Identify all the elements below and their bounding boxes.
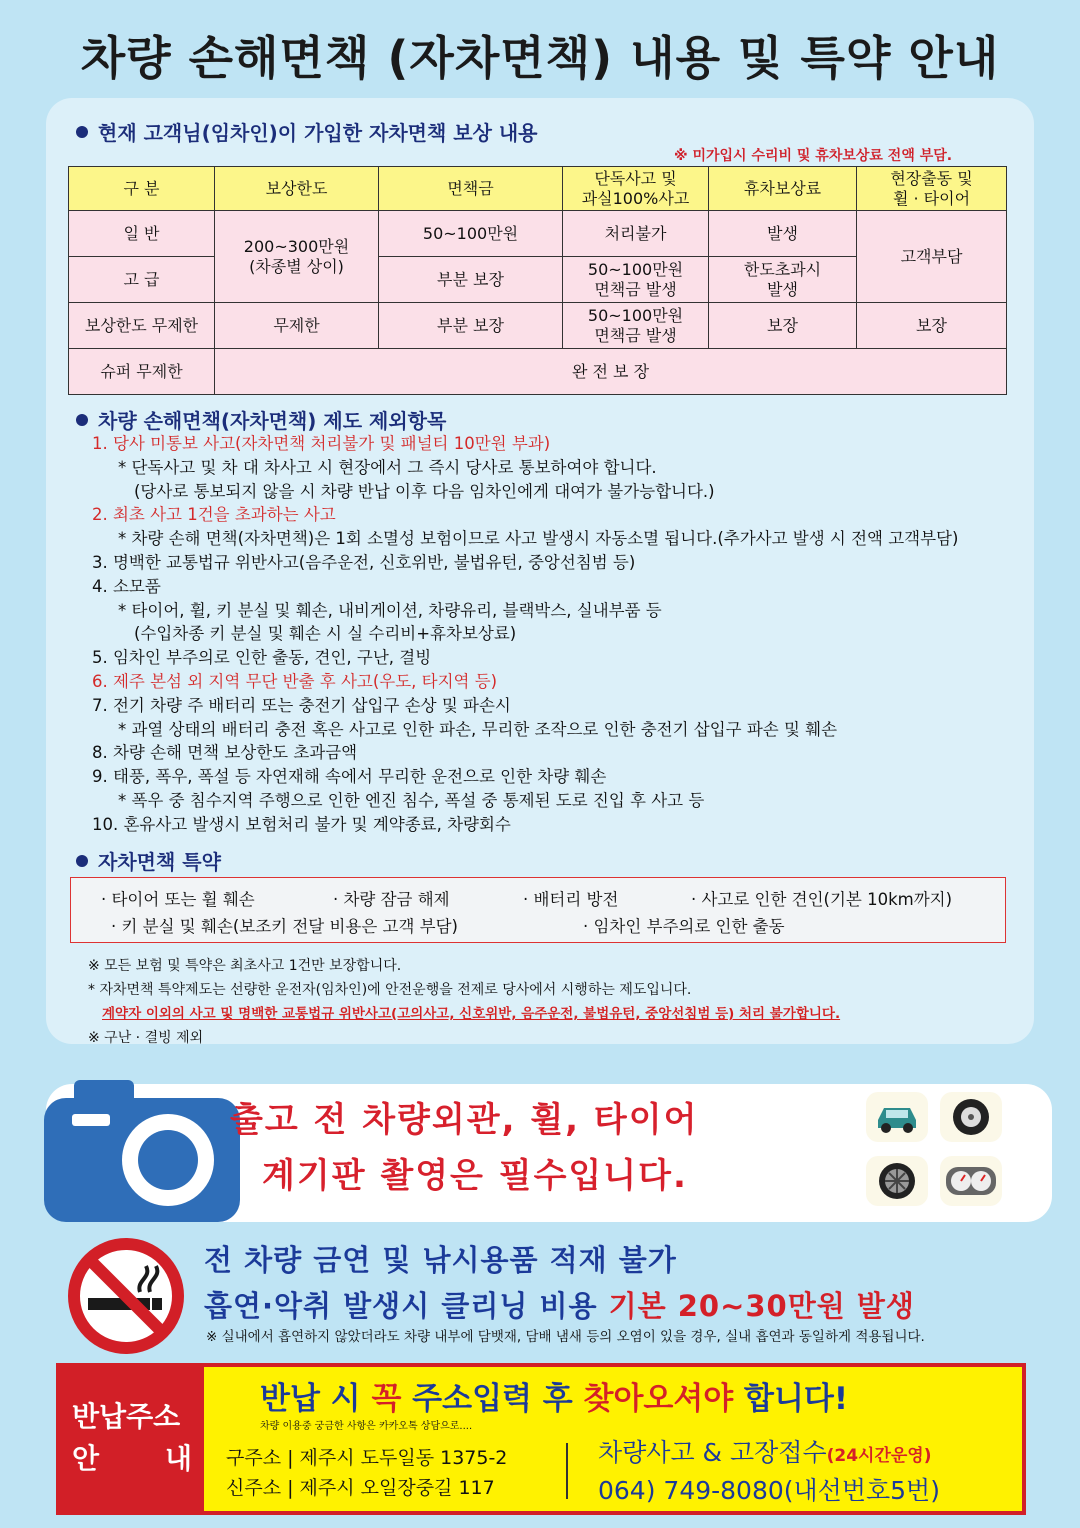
header-category: 구 분 <box>69 167 215 211</box>
smoking-note: ※ 실내에서 흡연하지 않았더라도 차량 내부에 담뱃재, 담배 냄새 등의 오염이 있을 경우, 실내 흡연과 동일하게 적용됩니다. <box>206 1329 925 1345</box>
footnote: * 자차면책 특약제도는 선량한 운전자(임차인)에 안전운행을 전제로 당사에서 시행하는 제도입니다. <box>88 982 692 998</box>
footnote-warning: 계약자 이외의 사고 및 명백한 교통법규 위반사고(고의사고, 신호위반, 음주운전, 불법유턴, 중앙선침범 등) 처리 불가합니다. <box>102 1006 841 1022</box>
table-row <box>69 349 1007 395</box>
list-item: (수입차종 키 분실 및 훼손 시 실 수리비+휴차보상료) <box>134 624 517 644</box>
list-item: 2. 최초 사고 1건을 초과하는 사고 <box>92 505 336 525</box>
bullet-icon <box>76 126 88 138</box>
exclusions-heading: 차량 손해면책(자차면책) 제도 제외항목 <box>76 405 446 434</box>
list-item: * 단독사고 및 차 대 차사고 시 현장에서 그 즉시 당사로 통보하여야 합니다. <box>118 457 657 477</box>
header-dispatch: 현장출동 및 휠 · 타이어 <box>857 167 1007 211</box>
special-terms-box <box>70 877 1006 943</box>
list-item: * 차량 손해 면책(자차면책)은 1회 소멸성 보험이므로 사고 발생시 자동소멸 됩니다.(추가사고 발생 시 전액 고객부담) <box>118 529 959 549</box>
special-item: · 키 분실 및 훼손(보조키 전달 비용은 고객 부담) <box>111 917 458 936</box>
special-item: · 사고로 인한 견인(기본 10km까지) <box>691 890 953 909</box>
single-premium: 50~100만원 면책금 발생 <box>563 257 709 303</box>
special-item: · 배터리 방전 <box>523 890 619 909</box>
downtime-general: 발생 <box>709 211 857 257</box>
table-row <box>69 303 1007 349</box>
new-address: 신주소 | 제주시 오일장중길 117 <box>226 1477 495 1499</box>
list-item: 8. 차량 손해 면책 보상한도 초과금액 <box>92 743 358 763</box>
list-item: * 과열 상태의 배터리 충전 혹은 사고로 인한 파손, 무리한 조작으로 인한 충전기 삽입구 파손 및 훼손 <box>118 719 838 739</box>
deductible-general: 50~100만원 <box>379 211 563 257</box>
list-item: 10. 혼유사고 발생시 보험처리 불가 및 계약종료, 차량회수 <box>92 814 511 834</box>
accident-label: 차량사고 & 고장접수(24시간운영) <box>598 1438 932 1467</box>
list-item: * 폭우 중 침수지역 주행으로 인한 엔진 침수, 폭설 중 통제된 도로 진입 후 사고 등 <box>118 790 705 810</box>
footnotes <box>88 954 840 1050</box>
dispatch-unlimited: 보장 <box>857 303 1007 349</box>
limit-general: 200~300만원 (차종별 상이) <box>215 211 379 303</box>
return-address-label: 반납주소 안 내 <box>60 1367 204 1511</box>
dispatch-general: 고객부담 <box>857 211 1007 303</box>
header-deductible: 면책금 <box>379 167 563 211</box>
exclusions-list <box>92 432 1022 837</box>
footnote: ※ 구난 · 결빙 제외 <box>88 1030 204 1046</box>
bullet-icon <box>76 414 88 426</box>
photo-line-2: 계기판 촬영은 필수입니다. <box>262 1156 688 1196</box>
return-address-box <box>56 1363 1026 1515</box>
list-item: * 타이어, 휠, 키 분실 및 훼손, 내비게이션, 차량유리, 블랙박스, 실내부품 등 <box>118 600 662 620</box>
coverage-heading: 현재 고객님(임차인)이 가입한 자차면책 보상 내용 <box>76 117 538 146</box>
list-item: 3. 명백한 교통법규 위반사고(음주운전, 신호위반, 불법유턴, 중앙선침범 등) <box>92 552 636 572</box>
divider <box>566 1443 568 1499</box>
row-label-unlimited: 보상한도 무제한 <box>69 303 215 349</box>
row-label-premium: 고 급 <box>69 257 215 303</box>
super-full-coverage: 완 전 보 장 <box>215 349 1007 395</box>
header-downtime: 휴차보상료 <box>709 167 857 211</box>
smoking-line-2: 흡연·악취 발생시 클리닝 비용 기본 20~30만원 발생 <box>204 1289 915 1323</box>
header-single-accident: 단독사고 및 과실100%사고 <box>563 167 709 211</box>
list-item: 6. 제주 본섬 외 지역 무단 반출 후 사고(우도, 타지역 등) <box>92 671 498 691</box>
downtime-unlimited: 보장 <box>709 303 857 349</box>
row-label-general: 일 반 <box>69 211 215 257</box>
coverage-note: ※ 미가입시 수리비 및 휴차보상료 전액 부담. <box>674 148 953 164</box>
table-header-row <box>69 167 1007 211</box>
table-row <box>69 211 1007 257</box>
tire-icon <box>940 1092 1002 1142</box>
list-item: 1. 당사 미통보 사고(자차면책 처리불가 및 패널티 10만원 부과) <box>92 434 551 453</box>
smoking-line-1: 전 차량 금연 및 낚시용품 적재 불가 <box>204 1243 677 1277</box>
row-label-super: 슈퍼 무제한 <box>69 349 215 395</box>
wheel-icon <box>866 1156 928 1206</box>
special-item: · 임차인 부주의로 인한 출동 <box>583 917 785 936</box>
phone-number[interactable]: 064) 749-8080(내선번호5번) <box>598 1476 940 1505</box>
header-limit: 보상한도 <box>215 167 379 211</box>
special-item: · 타이어 또는 휠 훼손 <box>101 890 255 909</box>
dashboard-gauge-icon <box>940 1156 1002 1206</box>
old-address: 구주소 | 제주시 도두일동 1375-2 <box>226 1447 508 1469</box>
coverage-table <box>68 166 1007 395</box>
list-item: 4. 소모품 <box>92 576 161 596</box>
list-item: 5. 임차인 부주의로 인한 출동, 견인, 구난, 결빙 <box>92 648 432 668</box>
page-title: 차량 손해면책 (자차면책) 내용 및 특약 안내 <box>80 31 1000 85</box>
camera-icon <box>40 1074 244 1224</box>
deductible-premium: 부분 보장 <box>379 257 563 303</box>
downtime-premium: 한도초과시 발생 <box>709 257 857 303</box>
single-general: 처리불가 <box>563 211 709 257</box>
list-item: 7. 전기 차량 주 배터리 또는 충전기 삽입구 손상 및 파손시 <box>92 695 511 715</box>
limit-unlimited: 무제한 <box>215 303 379 349</box>
single-unlimited: 50~100만원 면책금 발생 <box>563 303 709 349</box>
no-smoking-icon <box>66 1236 186 1356</box>
special-item: · 차량 잠금 해제 <box>333 890 450 909</box>
list-item: (당사로 통보되지 않을 시 차량 반납 이후 다음 임차인에게 대여가 불가능합니다.) <box>134 481 715 501</box>
kakao-note: 차량 이용중 궁금한 사항은 카카오톡 상담으로.... <box>260 1421 473 1432</box>
footnote: ※ 모든 보험 및 특약은 최초사고 1건만 보장합니다. <box>88 958 402 974</box>
bullet-icon <box>76 855 88 867</box>
return-headline: 반납 시 꼭 주소입력 후 찾아오셔야 합니다! <box>260 1381 849 1417</box>
photo-line-1: 출고 전 차량외관, 휠, 타이어 <box>230 1100 699 1140</box>
list-item: 9. 태풍, 폭우, 폭설 등 자연재해 속에서 무리한 운전으로 인한 차량 훼손 <box>92 767 607 787</box>
deductible-unlimited: 부분 보장 <box>379 303 563 349</box>
special-heading: 자차면책 특약 <box>76 846 221 875</box>
car-icon <box>866 1092 928 1142</box>
